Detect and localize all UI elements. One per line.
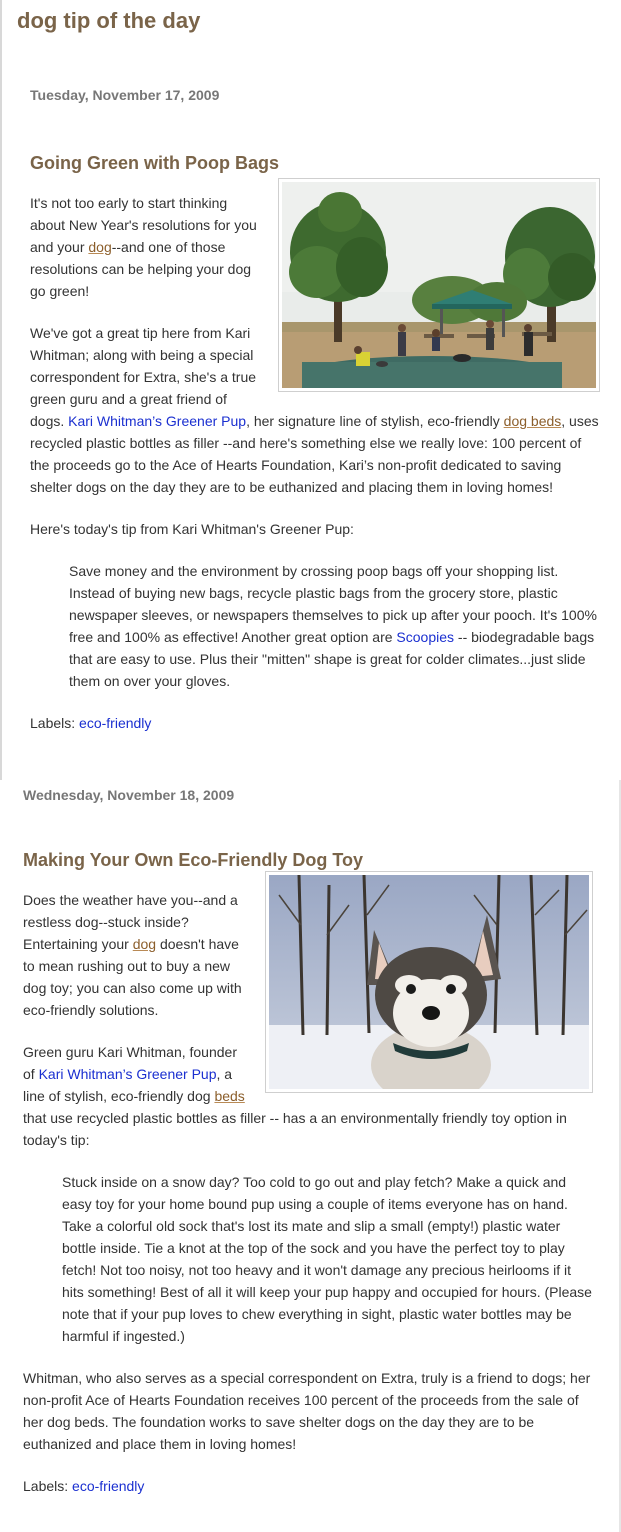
post-title[interactable]: Making Your Own Eco-Friendly Dog Toy xyxy=(23,850,364,870)
post-text: doesn't have to mean rushing out to buy a new dog toy; you can also come up with eco-friendly solutions. xyxy=(23,936,242,1018)
labels-prefix: Labels: xyxy=(30,715,80,731)
blog-post xyxy=(23,780,593,1497)
post-labels xyxy=(30,712,600,734)
post-date: Wednesday, November 18, 2009 xyxy=(23,787,235,803)
labels-prefix: Labels: xyxy=(23,1478,73,1494)
post-image-park[interactable] xyxy=(278,178,600,392)
greener-pup-link[interactable]: Kari Whitman’s Greener Pup xyxy=(68,413,247,429)
keyword-link-dog[interactable]: dog xyxy=(88,239,112,255)
post-text: We've got a great tip here from Kari Whitman; along with being a special correspondent for Extra, she's a true green guru and a great friend of dogs. xyxy=(30,325,257,429)
post-image-puppy[interactable] xyxy=(265,871,593,1093)
page-edge-left xyxy=(0,0,2,780)
quote-text: Save money and the environment by crossing poop bags off your shopping list. Instead of buying new bags, recycle plastic bags from the grocery store, plastic newspaper sleeves, or newspapers themselves to pick up after your pooch. It's 100% free and 100% as effective! Another great option are xyxy=(69,563,597,645)
post-text: Whitman, who also serves as a special correspondent on Extra, truly is a friend to dogs; her non-profit Ace of Hearts Foundation receives 100 percent of the proceeds from the sale of her dog beds. The foundation works to save shelter dogs on the day they are to be euthanized and place them in loving homes! xyxy=(23,1370,591,1452)
post-labels xyxy=(23,1475,593,1497)
post-text: It's not too early to start thinking about New Year's resolutions for you and your xyxy=(30,195,257,255)
tip-quote: Stuck inside on a snow day? Too cold to go out and play fetch? Make a quick and easy toy for your home bound pup using a couple of items everyone has on hand. Take a colorful old sock that's lost its mate and slip a small (empty!) plastic water bottle inside. Tie a knot at the top of the sock and you have the perfect toy to play fetch! Not too noisy, not too heavy and it won't damage any precious heirlooms if it hits something! Best of all it will keep your pup happy and occupied for hours. (Please note that if your pup loves to chew everything in sight, plastic water bottles may be harmful if ingested.) xyxy=(62,1174,592,1344)
post-text: , her signature line of stylish, eco-friendly xyxy=(246,413,504,429)
tip-quote xyxy=(69,560,600,692)
post-body xyxy=(23,889,593,1497)
label-link-eco-friendly[interactable]: eco-friendly xyxy=(79,715,152,731)
post-title[interactable]: Going Green with Poop Bags xyxy=(30,153,280,173)
keyword-link-dog[interactable]: dog xyxy=(132,936,157,952)
blog-title[interactable]: dog tip of the day xyxy=(17,8,201,33)
post-date: Tuesday, November 17, 2009 xyxy=(30,87,220,103)
greener-pup-link[interactable]: Kari Whitman’s Greener Pup xyxy=(38,1066,217,1082)
husky-puppy-image xyxy=(269,875,589,1089)
keyword-link-beds[interactable]: beds xyxy=(214,1088,245,1104)
post-text: Does the weather have you--and a restless dog--stuck inside? Entertaining your xyxy=(23,892,238,952)
post-text: that use recycled plastic bottles as filler -- has a an environmentally friendly toy option in today's tip: xyxy=(23,1110,567,1148)
keyword-link-dog-beds[interactable]: dog beds xyxy=(503,413,562,429)
blog-post xyxy=(30,80,600,734)
scoopies-link[interactable]: Scoopies xyxy=(396,629,455,645)
label-link-eco-friendly[interactable]: eco-friendly xyxy=(72,1478,145,1494)
post-text: Here's today's tip from Kari Whitman's Greener Pup: xyxy=(30,521,354,537)
post-text: , a line of stylish, eco-friendly dog xyxy=(23,1066,233,1104)
post-text: Green guru Kari Whitman, founder of xyxy=(23,1044,237,1082)
post-text: , uses recycled plastic bottles as filler --and here's something else we really love: 100 percent of the proceeds go to the Ace of Hearts Foundation, Kari’s non-profit dedicated to saving shelter dogs on the day they are to be euthanized and placing them in loving homes! xyxy=(30,413,599,495)
post-text: --and one of those resolutions can be helping your dog go green! xyxy=(30,239,252,299)
quote-text: -- biodegradable bags that are easy to use. Plus their "mitten" shape is great for colder climates...just slide them on over your gloves. xyxy=(69,629,595,689)
post-body xyxy=(30,192,600,734)
park-scene-image xyxy=(282,182,596,388)
